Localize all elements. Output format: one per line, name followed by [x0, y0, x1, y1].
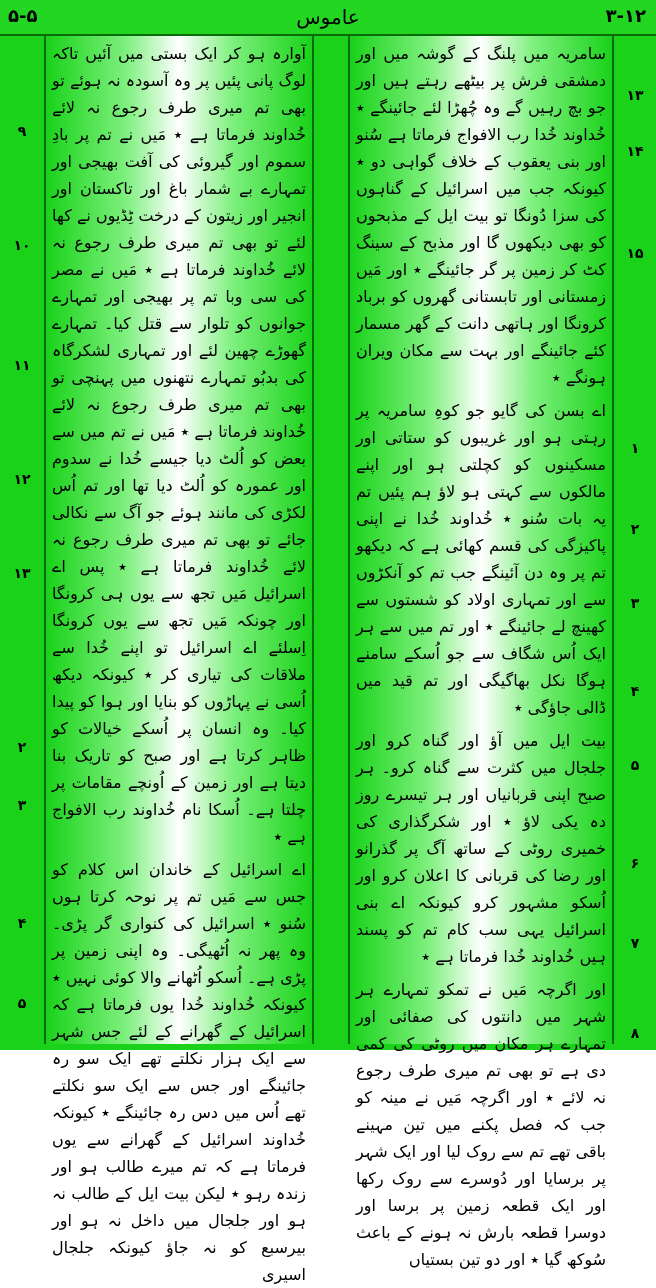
verse-number: ۱۵: [626, 246, 644, 262]
verse-number: ۵: [630, 758, 640, 774]
verse-number: ۱۴: [626, 144, 644, 160]
paragraph: اے اسرائیل کے خاندان اس کلام کو جس سے مَیں تم پر نوحہ کرتا ہوں سُنو ٭ اسرائیل کی کنواری گر پڑی۔ وہ پھر نہ اُٹھیگی۔ وہ اپنی زمین پر پڑی ہے۔ اُسکو اُٹھانے والا کوئی نہیں ٭ کیونکہ خُداوند خُدا یوں فرماتا ہے کہ اسرائیل کے گھرانے کے لئے جس شہر سے ایک ہزار نکلتے تھے ایک سو رہ جائینگے اور جس سے ایک سو نکلتے تھے اُس میں دس رہ جائینگے ٭ کیونکہ خُداوند اسرائیل کے گھرانے سے یوں فرماتا ہے کہ تم میرے طالب ہو اور زندہ رہو ٭ لیکن بیت ایل کے طالب نہ ہو اور جلجال میں داخل نہ ہو اور بیرسبع کو نہ جاؤ کیونکہ جلجال اسیری: [52, 860, 306, 1284]
verse-number: ۳: [630, 596, 640, 612]
verse-number: ۲: [630, 522, 640, 538]
paragraph: آوارہ ہو کر ایک بستی میں آئیں تاکہ لوگ پانی پئیں پر وہ آسودہ نہ ہوئے تو بھی تم میری طرف رجوع نہ لائے خُداوند فرماتا ہے ٭ مَیں نے تم پر بادِ سموم اور گیروئی کی آفت بھیجی اور تمہارے بے شمار باغ اور تاکستان اور انجیر اور زیتون کے درخت ٹِڈیوں نے کھا لئے تو بھی تم میری طرف رجوع نہ لائے خُداوند فرماتا ہے ٭ مَیں نے مصر کی سی وبا تم پر بھیجی اور تمہارے جوانوں کو تلوار سے قتل کیا۔ تمہارے گھوڑے چھین لئے اور تمہاری لشکرگاہ کی بدبُو تمہارے نتھنوں میں پہنچی تو بھی تم میری طرف رجوع نہ لائے خُداوند فرماتا ہے ٭ مَیں نے تم میں سے بعض کو اُلٹ دیا جیسے خُدا نے سدوم اور عمورہ کو اُلٹ دیا تھا اور تم اُس لکڑی کی مانند ہوئے جو آگ سے نکالی جائے تو بھی تم میری طرف رجوع نہ لائے خُداوند فرماتا ہے ٭ پس اے اسرائیل مَیں تجھ سے یوں ہی کرونگا اور چونکہ مَیں تجھ سے یوں کرونگا اِسلئے اے اسرائیل تو اپنے خُدا سے ملاقات کی تیاری کر ٭ کیونکہ دیکھ اُسی نے پہاڑوں کو بنایا اور ہوا کو پیدا کیا۔ وہ انسان پر اُسکے خیالات کو ظاہر کرتا ہے اور صبح کو تاریک بنا دیتا ہے اور زمین کے اُونچے مقامات پر چلتا ہے۔ اُسکا نام خُداوند رب الافواج ہے ٭: [52, 44, 306, 846]
right-text-column: [350, 36, 612, 1269]
left-verse-number-column: [0, 36, 44, 1044]
paragraph: اور اگرچہ مَیں نے تمکو تمہارے ہر شہر میں دانتوں کی صفائی اور تمہارے ہر مکان میں روٹی کی کمی دی ہے تو بھی تم میری طرف رجوع نہ لائے ٭ اور اگرچہ مَیں نے مینہ کو جب کہ فصل پکنے میں تین مہینے باقی تھے تم سے روک لیا اور ایک شہر پر برسایا اور دُوسرے سے روک رکھا اور ایک قطعہ زمین پر برسا اور دوسرا قطعہ بارش نہ ہونے کے باعث سُوکھ گیا ٭ اور دو تین بستیاں: [356, 980, 606, 1269]
verse-number: ۵: [17, 996, 27, 1012]
verse-number: ۸: [630, 1026, 640, 1042]
verse-number: ۶: [630, 856, 640, 872]
verse-number: ۱۱: [13, 358, 31, 374]
paragraph: اے بسن کی گایو جو کوہِ سامریہ پر رہتی ہو اور غریبوں کو ستاتی اور مسکینوں کو کچلتی ہو اور اپنے مالکوں سے کہتی ہو لاؤ ہم پئیں تم یہ بات سُنو ٭ خُداوند خُدا نے اپنی پاکیزگی کی قسم کھائی ہے کہ دیکھو تم پر وہ دن آئینگے جب تم کو آنکڑوں سے اور تمہاری اولاد کو شستوں سے کھینچ لے جائینگے ٭ اور تم میں سے ہر ایک اُس شگاف سے جو اُسکے سامنے ہوگا نکل بھاگیگی اور تم قید میں ڈالی جاؤگی ٭: [356, 401, 606, 717]
verse-number: ۱۲: [13, 472, 31, 488]
verse-number: ۷: [630, 936, 640, 952]
paragraph: سامریہ میں پلنگ کے گوشہ میں اور دمشقی فرش پر بیٹھے رہتے ہیں اور جو بچ رہیں گے وہ چُھڑا لئے جائینگے ٭ خُداوند خُدا رب الافواج فرماتا ہے سُنو اور بنی یعقوب کے خلاف گواہی دو ٭ کیونکہ جب میں اسرائیل کے گناہوں کی سزا دُونگا تو بیت ایل کے مذبحوں کو بھی دیکھوں گا اور مذبح کے سینگ کٹ کر زمین پر گر جائینگے ٭ اور مَیں زمستانی اور تابستانی گھروں کو برباد کرونگا اور ہاتھی دانت کے گھر مسمار کئے جائینگے اور بہت سے مکان ویران ہونگے ٭: [356, 44, 606, 387]
verse-number: ۱۳: [626, 88, 644, 104]
left-text-column: [46, 36, 312, 1284]
chapter-range-right: ۳-۱۲: [605, 6, 646, 27]
book-title: عاموس: [296, 5, 360, 29]
verse-number: ۲: [17, 740, 27, 756]
page-header: [0, 0, 656, 36]
column-divider: [312, 36, 314, 1044]
paragraph: بیت ایل میں آؤ اور گناہ کرو اور جلجال میں کثرت سے گناہ کرو۔ ہر صبح اپنی قربانیاں اور ہر تیسرے روز دہ یکی لاؤ ٭ اور شکرگذاری کی خمیری روٹی کے ساتھ آگ پر گذرانو اور رضا کی قربانی کا اعلان کرو اور اُسکو مشہور کرو کیونکہ اے بنی اسرائیل یہی سب کام تم کو پسند ہیں خُداوند خُدا فرماتا ہے ٭: [356, 731, 606, 966]
verse-number: ۱: [630, 441, 640, 457]
right-verse-number-column: [614, 36, 656, 1044]
verse-number: ۴: [630, 684, 640, 700]
verse-number: ۳: [17, 798, 27, 814]
verse-number: ۱۰: [13, 238, 31, 254]
verse-number: ۱۳: [13, 566, 31, 582]
verse-number: ۹: [17, 124, 27, 140]
verse-number: ۴: [17, 916, 27, 932]
chapter-range-left: ۵-۵: [8, 6, 38, 27]
